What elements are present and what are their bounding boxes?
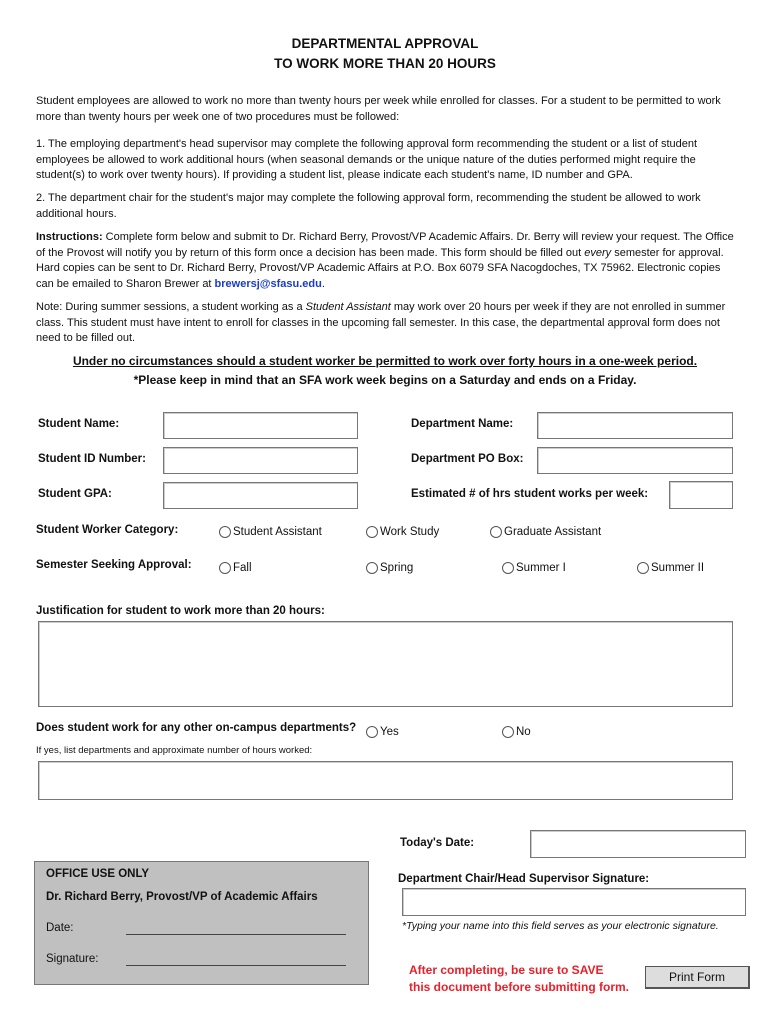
- if-yes-label: If yes, list departments and approximate number of hours worked:: [36, 745, 313, 756]
- radio-spring[interactable]: [366, 562, 413, 574]
- radio-work-study[interactable]: [366, 526, 439, 538]
- note-text-2: may work over 20 hours per week if they are not enrolled in summer class. This student must have intent to enroll for classes in the upcoming fall semester. In this case, the departmental approval form does not need to be filled out.: [36, 301, 726, 344]
- work-week-note: *Please keep in mind that an SFA work week begins on a Saturday and ends on a Friday.: [133, 373, 637, 387]
- radio-circle-icon: [637, 562, 649, 574]
- instructions-text: Complete form below and submit to Dr. Richard Berry, Provost/VP Academic Affairs. Dr. Berry will review your request. The Office of the Provost will notify you by return of this form once a decision has been made. This form should be filled out: [36, 231, 734, 259]
- summer-note: [36, 300, 736, 347]
- instructions-label: Instructions:: [36, 231, 103, 243]
- student-gpa-input[interactable]: [163, 482, 358, 509]
- semester-label: Semester Seeking Approval:: [36, 559, 192, 571]
- dept-po-box-input[interactable]: [537, 447, 733, 474]
- radio-circle-icon: [366, 726, 378, 738]
- note-text: Note: During summer sessions, a student working as a: [36, 301, 306, 313]
- radio-circle-icon: [490, 526, 502, 538]
- justification-textarea[interactable]: [38, 621, 733, 707]
- other-departments-textarea[interactable]: [38, 761, 733, 800]
- radio-circle-icon: [502, 726, 514, 738]
- radio-label: Summer II: [651, 562, 705, 574]
- forty-hour-warning: Under no circumstances should a student worker be permitted to work over forty hours in a one-week period.: [72, 354, 698, 368]
- radio-circle-icon: [502, 562, 514, 574]
- radio-label: Work Study: [380, 526, 440, 538]
- radio-label: Student Assistant: [233, 526, 322, 538]
- office-date-line: [126, 934, 346, 935]
- form-title-line-1: DEPARTMENTAL APPROVAL: [291, 36, 479, 51]
- radio-circle-icon: [366, 526, 378, 538]
- radio-label: No: [516, 726, 531, 738]
- print-form-button[interactable]: Print Form: [645, 966, 750, 989]
- student-gpa-label: Student GPA:: [38, 488, 112, 500]
- office-use-box: [34, 861, 369, 985]
- radio-other-yes[interactable]: [366, 726, 399, 738]
- student-id-label: Student ID Number:: [38, 453, 146, 465]
- signature-note: *Typing your name into this field serves as your electronic signature.: [402, 920, 719, 932]
- office-provost-name: Dr. Richard Berry, Provost/VP of Academic Affairs: [46, 891, 318, 903]
- est-hours-input[interactable]: [669, 481, 733, 509]
- procedure-2: 2. The department chair for the student's major may complete the following approval form, recommending the student be allowed to work additional hours.: [36, 192, 701, 220]
- worker-category-label: Student Worker Category:: [36, 524, 179, 536]
- radio-other-no[interactable]: [502, 726, 531, 738]
- office-signature-line: [126, 965, 346, 966]
- est-hours-label: Estimated # of hrs student works per week:: [411, 488, 649, 500]
- office-date-label: Date:: [46, 922, 74, 934]
- instructions-emphasis: every: [584, 246, 612, 259]
- form-title-line-2: TO WORK MORE THAN 20 HOURS: [274, 56, 496, 71]
- save-reminder-line-1: After completing, be sure to SAVE: [409, 963, 604, 977]
- instructions-end: .: [321, 277, 325, 290]
- radio-circle-icon: [219, 562, 231, 574]
- signature-label: Department Chair/Head Supervisor Signature:: [398, 873, 650, 885]
- radio-summer-2[interactable]: [637, 562, 704, 574]
- radio-student-assistant[interactable]: [219, 526, 322, 538]
- intro-text: Student employees are allowed to work no more than twenty hours per week while enrolled for classes. For a student to be permitted to work more than twenty hours per week one of two procedures must be followed:: [36, 95, 721, 123]
- justification-label: Justification for student to work more than 20 hours:: [36, 605, 325, 617]
- radio-fall[interactable]: [219, 562, 252, 574]
- note-emphasis: Student Assistant: [305, 301, 391, 313]
- radio-circle-icon: [366, 562, 378, 574]
- student-id-input[interactable]: [163, 447, 358, 474]
- procedure-1: 1. The employing department's head supervisor may complete the following approval form recommending the student or a list of student employees be allowed to work additional hours (when seasonal demands or the unique nature of the duties performed might require the student(s) to work over twenty hours). If providing a student list, please indicate each student's name, ID number and GPA.: [36, 138, 698, 181]
- student-name-label: Student Name:: [38, 418, 120, 430]
- office-signature-label: Signature:: [46, 953, 99, 965]
- department-name-input[interactable]: [537, 412, 733, 439]
- radio-circle-icon: [219, 526, 231, 538]
- other-departments-label: Does student work for any other on-campus departments?: [36, 722, 357, 734]
- signature-input[interactable]: [402, 888, 746, 916]
- student-name-input[interactable]: [163, 412, 358, 439]
- instructions-text-2: semester for approval. Hard copies can be sent to Dr. Richard Berry, Provost/VP Academic Affairs at P.O. Box 6079 SFA Nacogdoches, TX 75962. Electronic copies can be emailed to Sharon Brewer at: [36, 246, 724, 290]
- office-use-title: OFFICE USE ONLY: [46, 868, 150, 880]
- radio-label: Graduate Assistant: [504, 526, 602, 538]
- email-link[interactable]: brewersj@sfasu.edu: [214, 277, 322, 290]
- radio-summer-1[interactable]: [502, 562, 566, 574]
- radio-label: Fall: [233, 562, 252, 574]
- department-name-label: Department Name:: [411, 418, 514, 430]
- radio-label: Spring: [380, 562, 414, 574]
- radio-graduate-assistant[interactable]: [490, 526, 601, 538]
- radio-label: Summer I: [516, 562, 566, 574]
- todays-date-input[interactable]: [530, 830, 746, 858]
- todays-date-label: Today's Date:: [400, 837, 475, 849]
- instructions: [36, 230, 736, 292]
- save-reminder-line-2: this document before submitting form.: [409, 980, 630, 994]
- dept-po-box-label: Department PO Box:: [411, 453, 524, 465]
- radio-label: Yes: [380, 726, 399, 738]
